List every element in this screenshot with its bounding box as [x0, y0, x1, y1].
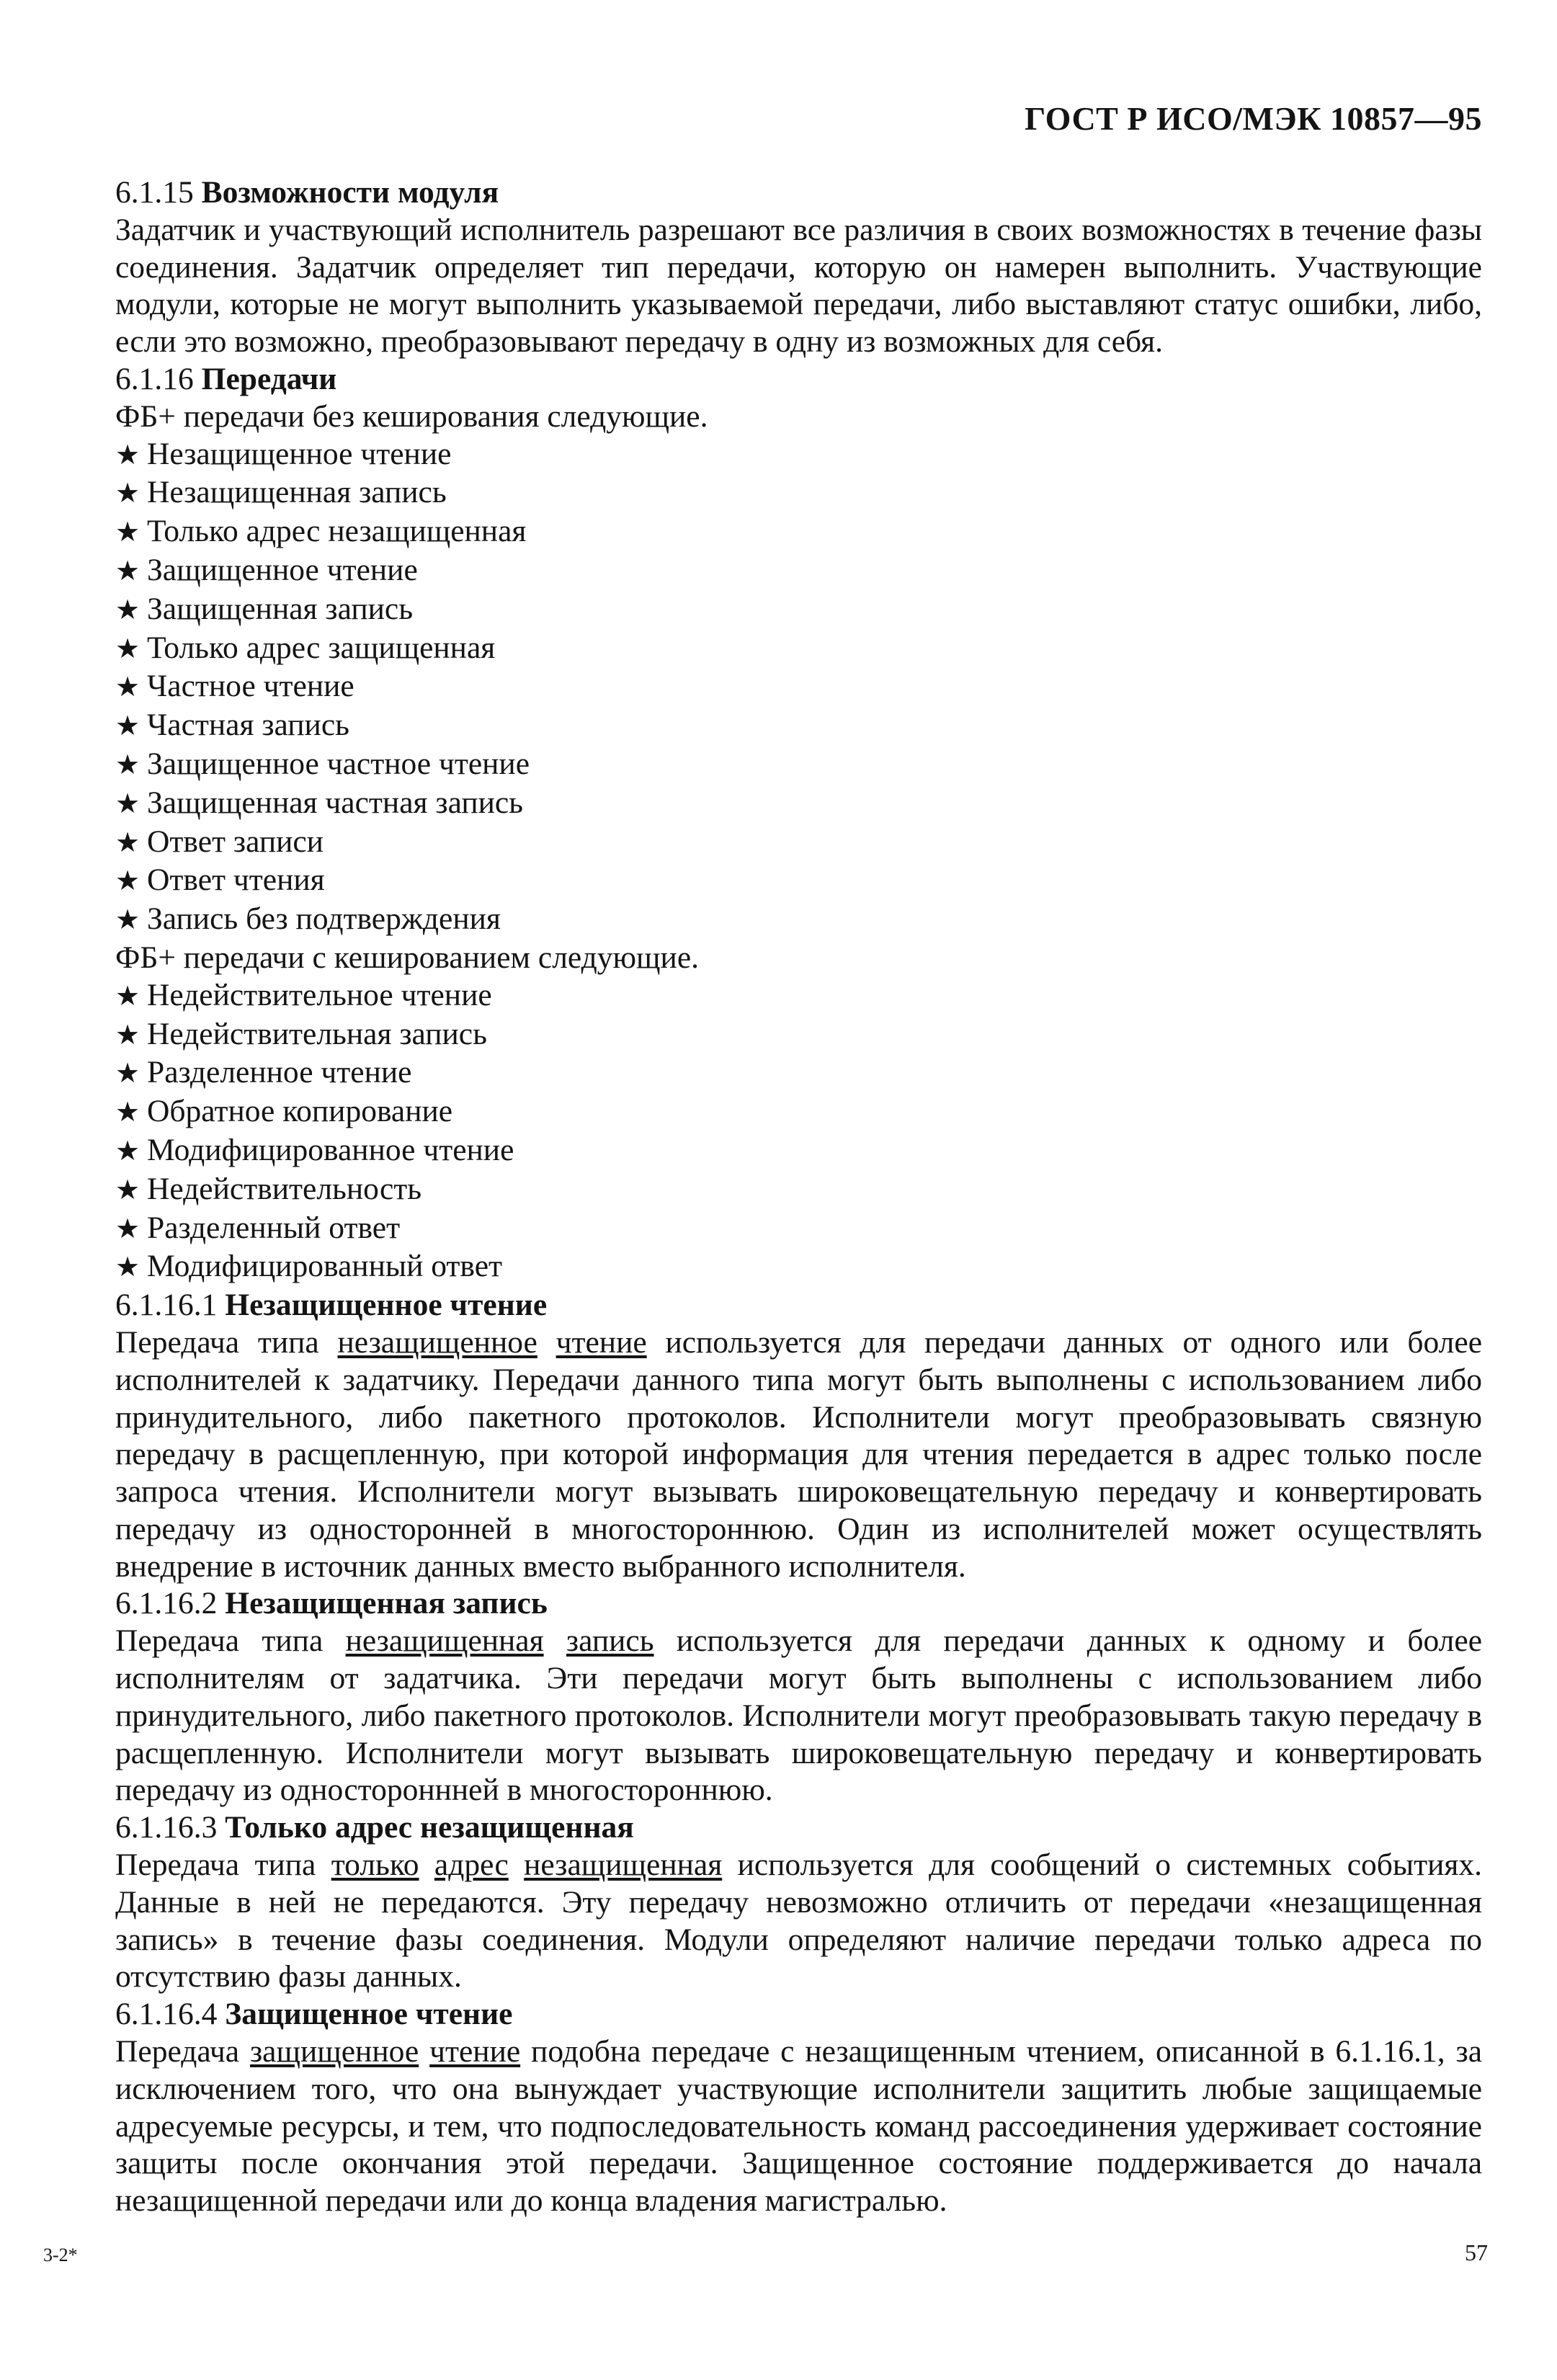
list-item: ★ Модифицированное чтение [115, 1132, 1482, 1171]
section-heading [115, 174, 1482, 212]
list-item: ★ Недействительность [115, 1171, 1482, 1210]
section-heading [115, 361, 1482, 398]
star-icon: ★ [115, 905, 140, 936]
sheet-signature: 3-2* [43, 2245, 78, 2265]
list-item: ★ Только адрес незащищенная [115, 513, 1482, 552]
star-icon: ★ [115, 556, 140, 587]
star-icon: ★ [115, 1097, 140, 1128]
list-item: ★ Только адрес защищенная [115, 630, 1482, 669]
section-body: Передача защищенное чтение подобна передаче с незащищенным чтением, описанной в 6.1.16.1, за исключением того, что она вынуждает участвующие исполнители защитить любые защищаемые адресуемые ресурсы, и тем, что подпоследовательность команд рассоединения удерживает состояние защиты после окончания этой передачи. Защищенное состояние поддерживается до начала незащищенной передачи или до конца владения магистралью. [115, 2034, 1483, 2219]
section-title: Возможности модуля [201, 175, 499, 210]
star-icon: ★ [115, 1252, 140, 1283]
uncached-transfer-list [115, 436, 1482, 940]
list-item: ★ Ответ записи [115, 824, 1482, 863]
list-intro-uncached: ФБ+ передачи без кеширования следующие. [115, 398, 708, 434]
star-icon: ★ [115, 749, 140, 780]
list-item: ★ Недействительное чтение [115, 977, 1482, 1016]
section-title: Только адрес незащищенная [225, 1810, 634, 1845]
star-icon: ★ [115, 672, 140, 703]
list-item: ★ Недействительная запись [115, 1016, 1482, 1055]
star-icon: ★ [115, 633, 140, 664]
list-item: ★ Защищенная запись [115, 591, 1482, 630]
list-item: ★ Незащищенное чтение [115, 436, 1482, 475]
star-icon: ★ [115, 1020, 140, 1051]
list-item: ★ Защищенное чтение [115, 552, 1482, 591]
star-icon: ★ [115, 1136, 140, 1167]
star-icon: ★ [115, 517, 140, 548]
section-number: 6.1.16 [115, 361, 194, 396]
section-number: 6.1.15 [115, 175, 194, 210]
section-6-1-16 [115, 361, 1482, 1287]
section-6-1-16-4 [115, 1996, 1482, 2220]
section-body: Передача типа незащищенное чтение используется для передачи данных от одного или более исполнителей к задатчику. Передачи данного типа могут быть выполнены с использованием либо принудительного, либо пакетного протоколов. Исполнители могут преобразовывать связную передачу в расщепленную, при которой информация для чтения передается в адрес только после запроса чтения. Исполнители могут вызывать широковещательную передачу и конвертировать передачу из односторонней в многостороннюю. Один из исполнителей может осуществлять внедрение в источник данных вместо выбранного исполнителя. [115, 1324, 1482, 1584]
list-item: ★ Разделенный ответ [115, 1210, 1482, 1249]
page-content [115, 174, 1482, 2220]
list-item: ★ Модифицированный ответ [115, 1248, 1482, 1287]
star-icon: ★ [115, 478, 140, 509]
section-6-1-16-1 [115, 1287, 1482, 1585]
section-number: 6.1.16.3 [115, 1810, 218, 1845]
list-item: ★ Ответ чтения [115, 862, 1482, 901]
section-heading [115, 1287, 1482, 1324]
section-body: Задатчик и участвующий исполнитель разрешают все различия в своих возможностях в течение фазы соединения. Задатчик определяет тип передачи, которую он намерен выполнить. Участвующие модули, которые не могут выполнить указываемой передачи, либо выставляют статус ошибки, либо, если это возможно, преобразовывают передачу в одну из возможных для себя. [115, 212, 1482, 360]
list-item: ★ Запись без подтверждения [115, 901, 1482, 940]
list-item: ★ Разделенное чтение [115, 1054, 1482, 1093]
document-header: ГОСТ Р ИСО/МЭК 10857—95 [1025, 100, 1482, 137]
section-title: Незащищенная запись [225, 1586, 548, 1621]
section-heading [115, 1809, 1482, 1847]
section-6-1-16-3 [115, 1809, 1482, 1996]
star-icon: ★ [115, 594, 140, 625]
section-title: Незащищенное чтение [225, 1288, 548, 1323]
section-heading [115, 1996, 1482, 2033]
star-icon: ★ [115, 981, 140, 1012]
star-icon: ★ [115, 440, 140, 471]
star-icon: ★ [115, 788, 140, 819]
page-number: 57 [1465, 2239, 1488, 2265]
list-intro-cached: ФБ+ передачи с кешированием следующие. [115, 940, 699, 975]
list-item: ★ Защищенное частное чтение [115, 746, 1482, 785]
cached-transfer-list [115, 977, 1482, 1287]
section-6-1-15 [115, 174, 1482, 361]
star-icon: ★ [115, 866, 140, 897]
section-body: Передача типа только адрес незащищенная используется для сообщений о системных событиях. Данные в ней не передаются. Эту передачу невозможно отличить от передачи «незащищенная запись» в течение фазы соединения. Модули определяют наличие передачи только адреса по отсутствию фазы данных. [115, 1848, 1483, 1995]
star-icon: ★ [115, 1175, 140, 1205]
list-item: ★ Защищенная частная запись [115, 785, 1482, 824]
list-item: ★ Частное чтение [115, 668, 1482, 707]
section-6-1-16-2 [115, 1585, 1482, 1809]
section-body: Передача типа незащищенная запись используется для передачи данных к одному и более исполнителям от задатчика. Эти передачи могут быть выполнены с использованием либо принудительного, либо пакетного протоколов. Исполнители могут преобразовывать такую передачу в расщепленную. Исполнители могут вызывать широковещательную передачу и конвертировать передачу из одностороннней в многостороннюю. [115, 1623, 1483, 1808]
star-icon: ★ [115, 1213, 140, 1244]
section-title: Передачи [201, 361, 337, 396]
list-item: ★ Обратное копирование [115, 1093, 1482, 1132]
star-icon: ★ [115, 711, 140, 742]
list-item: ★ Незащищенная запись [115, 474, 1482, 513]
section-title: Защищенное чтение [225, 1997, 513, 2032]
list-item: ★ Частная запись [115, 707, 1482, 746]
star-icon: ★ [115, 1058, 140, 1089]
section-number: 6.1.16.2 [115, 1586, 218, 1621]
section-number: 6.1.16.1 [115, 1288, 218, 1323]
section-number: 6.1.16.4 [115, 1997, 218, 2032]
section-heading [115, 1585, 1482, 1623]
star-icon: ★ [115, 827, 140, 858]
